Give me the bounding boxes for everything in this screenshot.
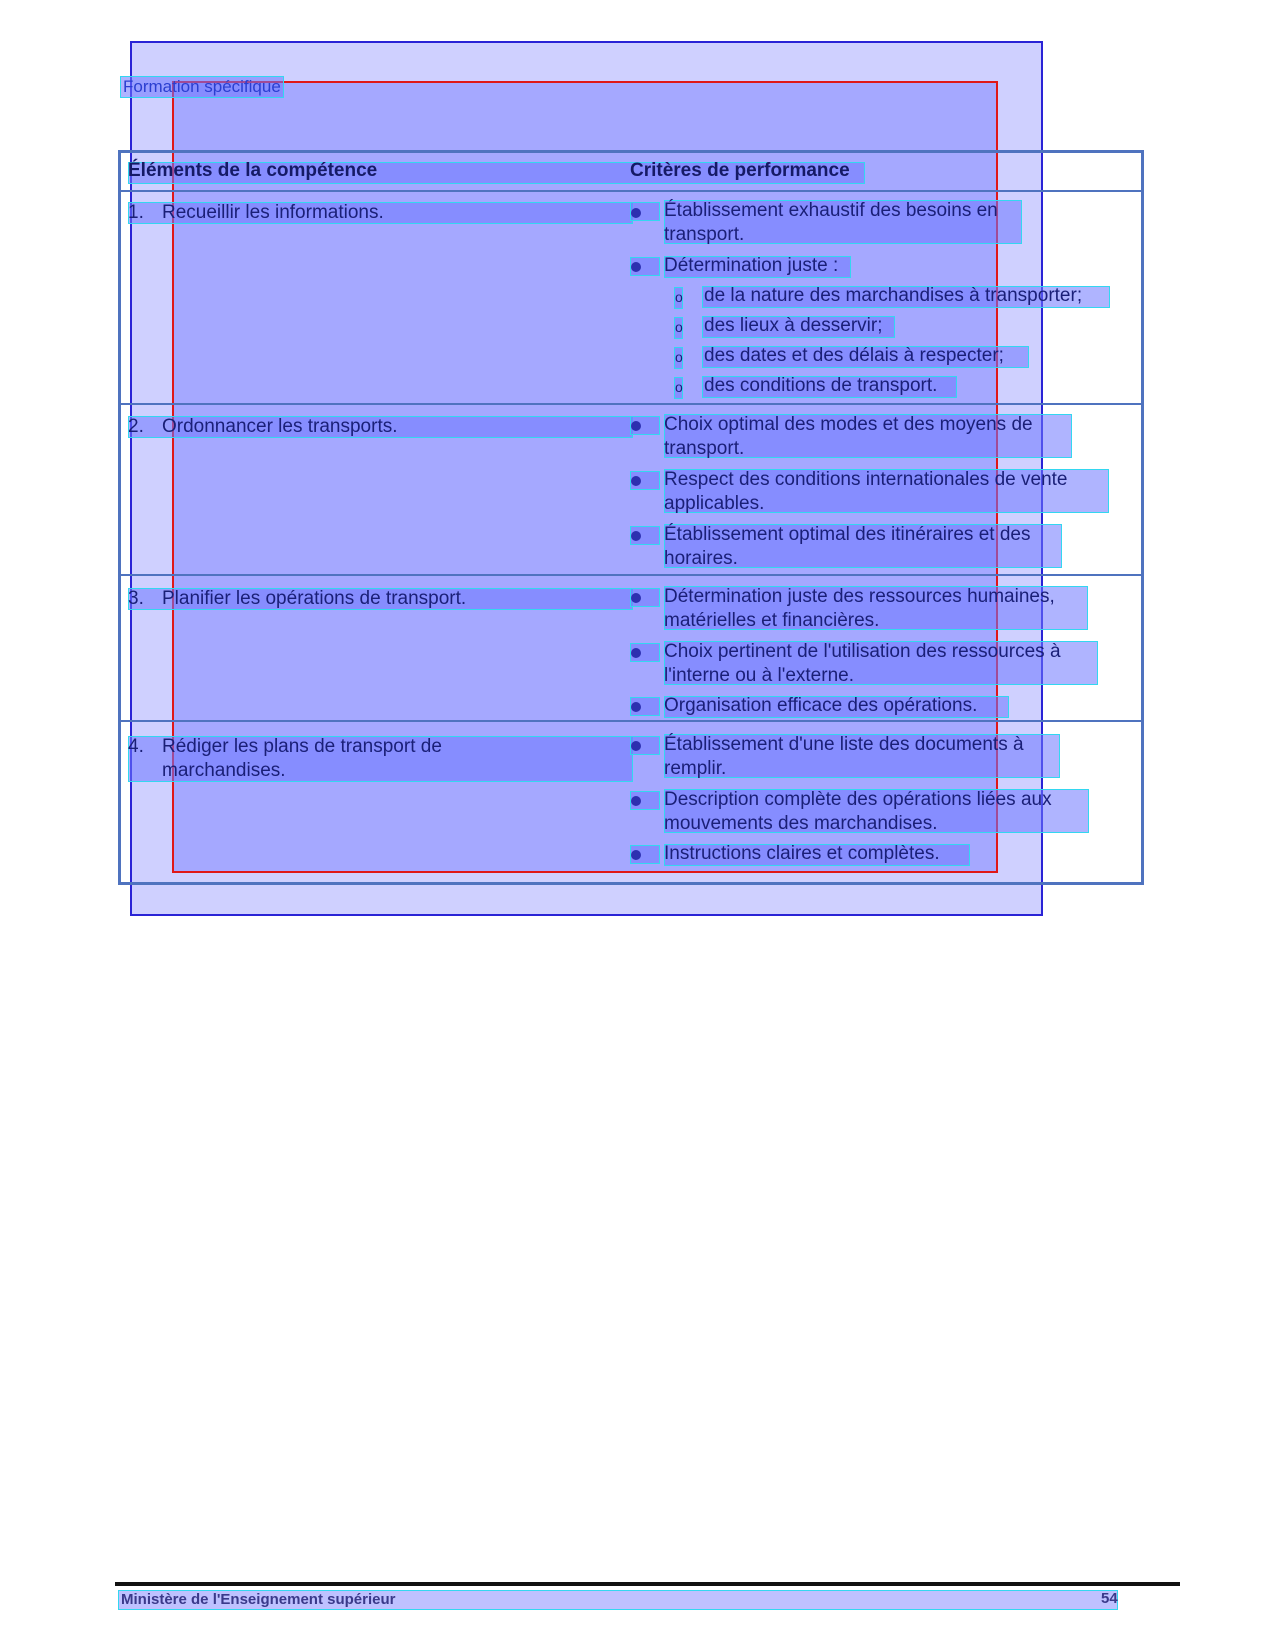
criterion-1-1: Établissement exhaustif des besoins en transport. [664,200,998,245]
row-divider [118,720,1144,722]
sub-bullet-icon: o [674,287,683,309]
footer-ministry: Ministère de l'Enseignement supérieur [118,1590,1118,1610]
bullet-icon [631,262,641,272]
element-text: marchandises. [162,760,286,781]
footer-rule [115,1582,1180,1586]
element-text: Rédiger les plans de transport de [162,736,442,757]
bullet-icon [631,421,641,431]
element-text: Recueillir les informations. [162,202,384,223]
sub-bullet-icon: o [674,347,683,369]
bullet-icon [631,593,641,603]
table-header-divider [118,190,1144,192]
element-number: 3. [128,588,144,609]
criterion-2-2: Respect des conditions internationales de vente applicables. [664,469,1068,514]
criterion-4-2: Description complète des opérations liées aux mouvements des marchandises. [664,789,1052,834]
page-number: 54 [1101,1590,1118,1607]
criterion-2-3: Établissement optimal des itinéraires et des horaires. [664,524,1031,569]
element-1 [128,201,384,225]
criterion-2-1: Choix optimal des modes et des moyens de transport. [664,414,1033,459]
col-header-criteria: Critères de performance [630,160,850,181]
element-number: 4. [128,736,144,757]
criterion-3-3: Organisation efficace des opérations. [664,695,978,716]
criterion-4-3: Instructions claires et complètes. [664,843,940,864]
element-number: 1. [128,202,144,223]
criterion-3-2: Choix pertinent de l'utilisation des ressources à l'interne ou à l'externe. [664,641,1061,686]
bullet-icon [631,208,641,218]
col-header-elements: Éléments de la compétence [128,160,378,181]
criterion-4-1: Établissement d'une liste des documents à remplir. [664,734,1024,779]
bullet-icon [631,531,641,541]
sub-criterion-4: des conditions de transport. [704,375,938,396]
sub-bullet-icon: o [674,377,683,399]
criterion-1-2: Détermination juste : [664,255,839,276]
row-divider [118,403,1144,405]
bullet-icon [631,648,641,658]
element-4 [128,735,442,783]
sub-criterion-3: des dates et des délais à respecter; [704,345,1004,366]
bullet-icon [631,702,641,712]
sub-criterion-2: des lieux à desservir; [704,315,883,336]
bullet-icon [631,476,641,486]
row-divider [118,574,1144,576]
element-text: Ordonnancer les transports. [162,416,398,437]
element-2 [128,415,398,439]
element-number: 2. [128,416,144,437]
bullet-icon [631,796,641,806]
bullet-icon [631,850,641,860]
sub-criterion-1: de la nature des marchandises à transporter; [704,285,1083,306]
sub-bullet-icon: o [674,317,683,339]
element-text: Planifier les opérations de transport. [162,588,467,609]
section-title: Formation spécifique [120,76,284,98]
bullet-icon [631,741,641,751]
criterion-3-1: Détermination juste des ressources humaines, matérielles et financières. [664,586,1055,631]
element-3 [128,587,466,611]
